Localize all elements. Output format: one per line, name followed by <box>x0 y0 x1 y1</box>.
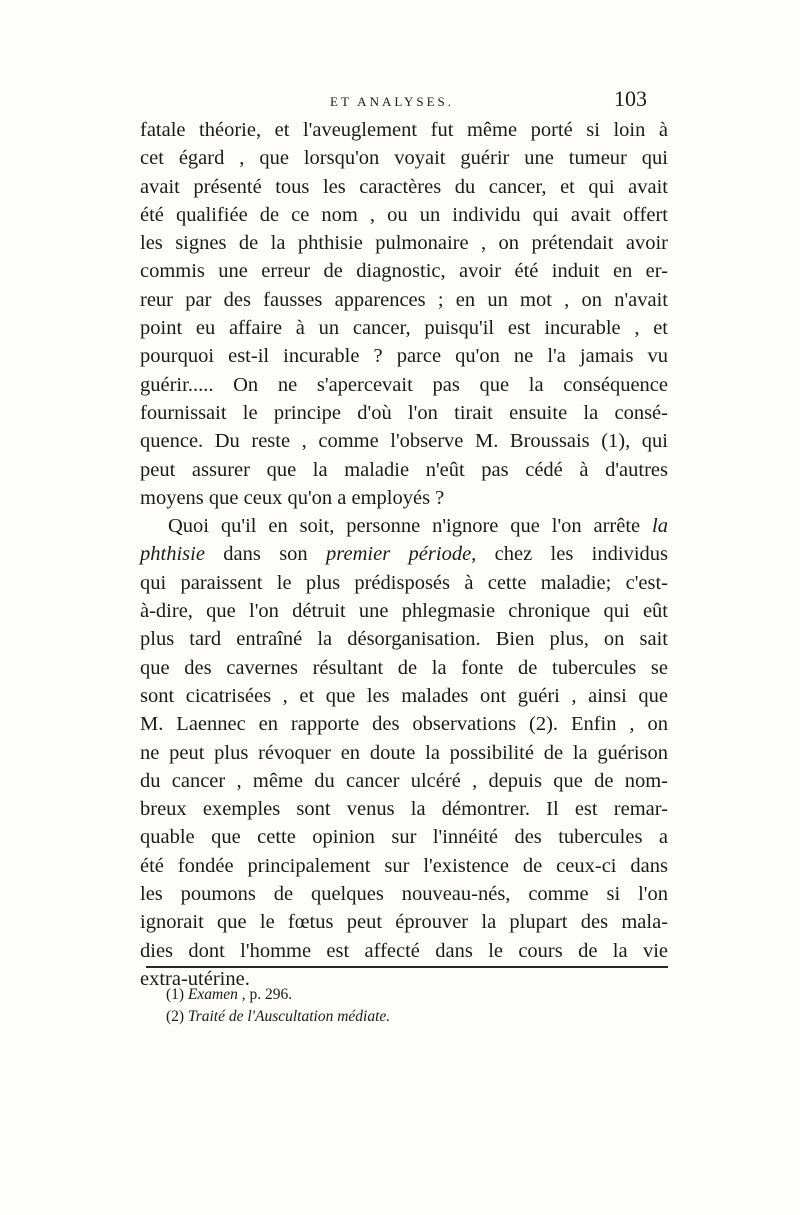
italic-run: premier période, <box>326 543 477 566</box>
text-line: dies dont l'homme est affecté dans le cours de la vie <box>140 939 668 962</box>
text-line: quable que cette opinion sur l'innéité des tubercules a <box>140 826 668 849</box>
text-line: fatale théorie, et l'aveuglement fut même porté si loin à <box>140 119 668 141</box>
text-line: sont cicatrisées , et que les malades ont guéri , ainsi que <box>140 684 668 707</box>
text-line: fournissait le principe d'où l'on tirait ensuite la consé- <box>140 401 668 424</box>
text-line: quence. Du reste , comme l'observe M. Broussais (1), qui <box>140 430 668 453</box>
text-line: commis une erreur de diagnostic, avoir été induit en er- <box>140 260 668 283</box>
text-line: ignorait que le fœtus peut éprouver la plupart des mala- <box>140 911 668 934</box>
page-number: 103 <box>614 86 647 111</box>
text-line: point eu affaire à un cancer, puisqu'il est incurable , et <box>140 317 668 340</box>
text-line: les signes de la phthisie pulmonaire , on prétendait avoir <box>140 232 668 255</box>
italic-run: phthisie <box>140 543 205 566</box>
text-line: guérir..... On ne s'apercevait pas que la conséquence <box>140 373 668 396</box>
text-line: plus tard entraîné la désorganisation. Bien plus, on sait <box>140 628 668 651</box>
text-line: à-dire, que l'on détruit une phlegmasie chronique qui eût <box>140 600 668 623</box>
text-line: ne peut plus révoquer en doute la possibilité de la guérison <box>140 741 668 764</box>
text-line <box>140 540 668 568</box>
footnote-title: Examen <box>187 986 238 1003</box>
text-line: moyens que ceux qu'on a employés ? <box>140 486 445 509</box>
footnote-mark: (2) <box>166 1008 185 1025</box>
body-text <box>140 116 668 993</box>
footnotes <box>166 984 390 1028</box>
text-line: extra-utérine. <box>140 967 250 990</box>
text-line: été qualifiée de ce nom , ou un individu qui avait offert <box>140 203 668 226</box>
footnote-2 <box>166 1006 390 1028</box>
footnote-1 <box>166 984 390 1006</box>
text-line: qui paraissent le plus prédisposés à cette maladie; c'est- <box>140 571 668 594</box>
text-line: M. Laennec en rapporte des observations (2). Enfin , on <box>140 713 668 736</box>
text-line: breux exemples sont venus la démontrer. Il est remar- <box>140 798 668 821</box>
text-line: pourquoi est-il incurable ? parce qu'on ne l'a jamais vu <box>140 345 668 368</box>
paragraph-start-line <box>140 512 668 540</box>
footnote-text: , p. 296. <box>237 986 293 1003</box>
text-run: Quoi qu'il en soit, personne n'ignore que l'on arrête <box>168 515 653 538</box>
text-line: peut assurer que la maladie n'eût pas cédé à d'autres <box>140 458 668 481</box>
footnote-title: Traité de l'Auscultation médiate. <box>187 1008 391 1025</box>
text-line: que des cavernes résultant de la fonte de tubercules se <box>140 656 668 679</box>
text-line: les poumons de quelques nouveau-nés, comme si l'on <box>140 883 668 906</box>
text-line: du cancer , même du cancer ulcéré , depuis que de nom- <box>140 769 668 792</box>
footnote-divider <box>146 966 668 968</box>
text-line: été fondée principalement sur l'existence de ceux-ci dans <box>140 854 668 877</box>
running-title: ET ANALYSES. <box>330 94 455 109</box>
italic-run: la <box>652 515 668 538</box>
text-run: chez les individus <box>476 543 668 566</box>
text-line: cet égard , que lorsqu'on voyait guérir une tumeur qui <box>140 147 668 170</box>
text-run: dans son <box>204 543 327 566</box>
text-line: reur par des fausses apparences ; en un mot , on n'avait <box>140 288 668 311</box>
footnote-mark: (1) <box>166 986 185 1003</box>
text-line: avait présenté tous les caractères du cancer, et qui avait <box>140 175 668 198</box>
